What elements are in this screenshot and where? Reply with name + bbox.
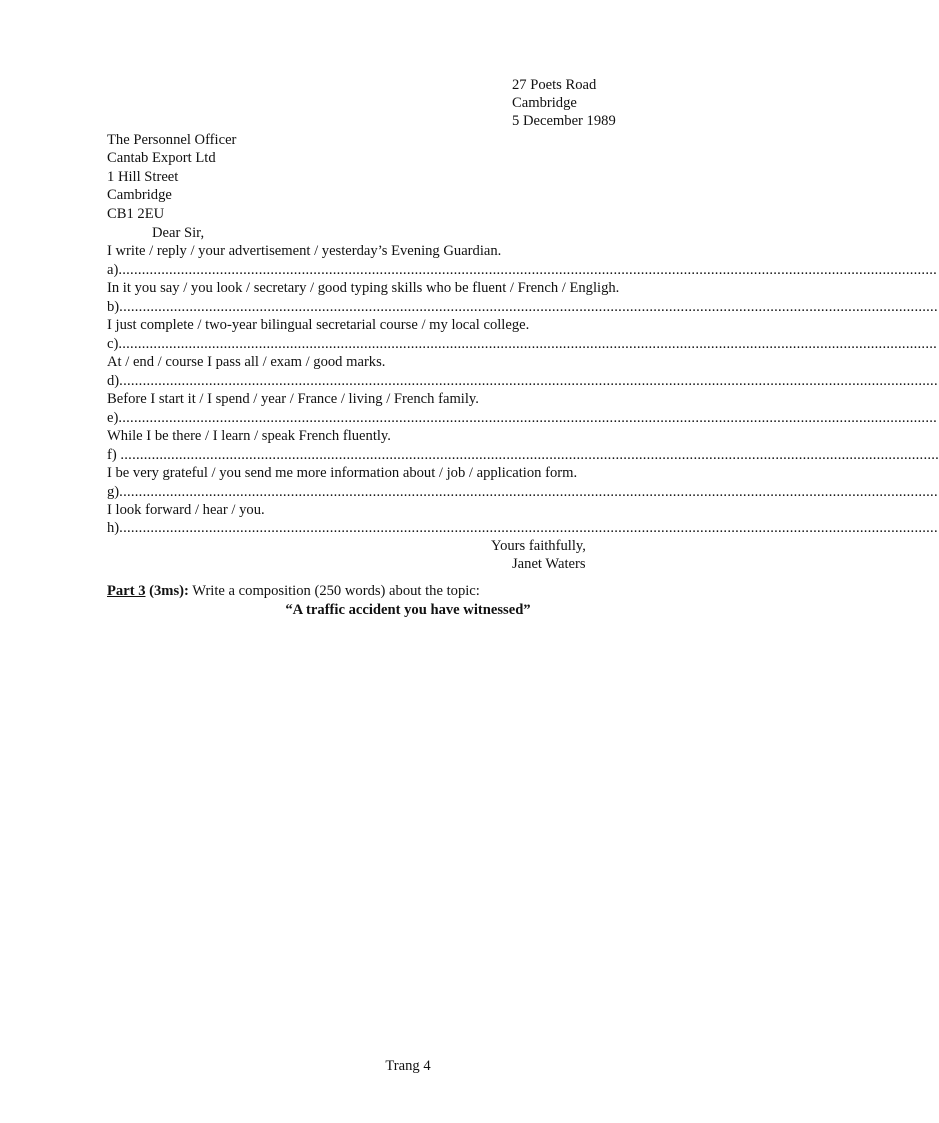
prompt-d: At / end / course I pass all / exam / good marks. xyxy=(107,354,386,370)
prompt-g: I be very grateful / you send me more information about / job / application form. xyxy=(107,465,578,481)
answer-label-b: b) xyxy=(107,299,120,315)
composition-topic xyxy=(0,601,816,619)
salutation: Dear Sir, xyxy=(152,225,205,241)
answer-label-h: h) xyxy=(107,520,120,536)
recipient-title: The Personnel Officer xyxy=(107,132,237,148)
answer-line-f xyxy=(107,446,939,464)
closing: Yours faithfully, xyxy=(491,538,586,554)
part3-label: Part 3 xyxy=(107,583,146,599)
answer-dots-a: .................................................................................................................................................................................................................. xyxy=(118,262,938,278)
answer-label-e: e) xyxy=(107,410,119,426)
answer-dots-e: .................................................................................................................................................................................................................. xyxy=(118,410,938,426)
page-footer: Trang 4 xyxy=(385,1058,431,1074)
answer-dots-b: .................................................................................................................................................................................................................. xyxy=(119,299,938,315)
answer-line-d xyxy=(107,372,938,390)
answer-label-a: a) xyxy=(107,262,119,278)
answer-line-e xyxy=(107,409,938,427)
part3-instruction: Write a composition (250 words) about the topic: xyxy=(188,583,480,599)
answer-line-g xyxy=(107,483,938,501)
part3-heading xyxy=(107,582,480,600)
prompt-b: In it you say / you look / secretary / good typing skills who be fluent / French / Engligh. xyxy=(107,280,620,296)
answer-dots-d: .................................................................................................................................................................................................................. xyxy=(119,373,938,389)
answer-dots-c: .................................................................................................................................................................................................................. xyxy=(118,336,938,352)
prompt-f: While I be there / I learn / speak French fluently. xyxy=(107,428,391,444)
answer-line-h xyxy=(107,519,938,537)
answer-label-g: g) xyxy=(107,484,120,500)
answer-line-c xyxy=(107,335,938,353)
signature: Janet Waters xyxy=(512,556,586,572)
answer-label-c: c) xyxy=(107,336,119,352)
sender-city: Cambridge xyxy=(512,95,577,111)
answer-line-b xyxy=(107,298,938,316)
answer-dots-f: .................................................................................................................................................................................................................. xyxy=(120,447,939,463)
composition-topic-text: “A traffic accident you have witnessed” xyxy=(285,602,531,618)
answer-label-d: d) xyxy=(107,373,120,389)
answer-dots-g: .................................................................................................................................................................................................................. xyxy=(119,484,938,500)
prompt-a: I write / reply / your advertisement / yesterday’s Evening Guardian. xyxy=(107,243,502,259)
recipient-company: Cantab Export Ltd xyxy=(107,150,216,166)
prompt-c: I just complete / two-year bilingual secretarial course / my local college. xyxy=(107,317,530,333)
sender-street: 27 Poets Road xyxy=(512,77,597,93)
prompt-e: Before I start it / I spend / year / France / living / French family. xyxy=(107,391,479,407)
answer-dots-h: .................................................................................................................................................................................................................. xyxy=(119,520,938,536)
letter-date: 5 December 1989 xyxy=(512,113,616,129)
prompt-h: I look forward / hear / you. xyxy=(107,502,265,518)
recipient-street: 1 Hill Street xyxy=(107,169,179,185)
part3-marks: (3ms): xyxy=(145,583,189,599)
recipient-postcode: CB1 2EU xyxy=(107,206,165,222)
answer-label-f: f) xyxy=(107,447,121,463)
recipient-city: Cambridge xyxy=(107,187,172,203)
answer-line-a xyxy=(107,261,938,279)
